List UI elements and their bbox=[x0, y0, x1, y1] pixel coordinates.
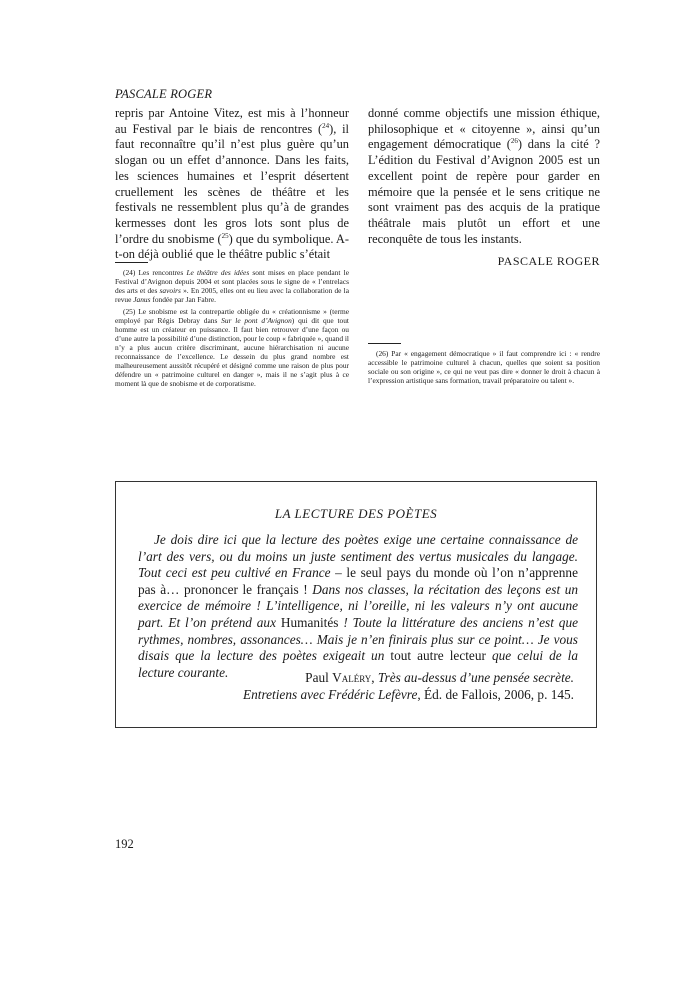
footnote-divider bbox=[115, 262, 148, 263]
sidebar-quote-box bbox=[115, 481, 597, 728]
page-number: 192 bbox=[115, 837, 134, 851]
running-head: PASCALE ROGER bbox=[115, 87, 213, 101]
quote-text: Je dois dire ici que la lecture des poètes exige une certaine connaissance de l’art des vers, ou du moins un juste sentiment des vertus musicales du langage. Tout ceci est peu cultivé en France – le seul pays du monde où l’on n’apprenne pas à… prononcer le français ! Dans nos classes, la récitation des leçons est un exercice de mémoire ! L’intelligence, ni l’oreille, ni les valeurs n’y ont aucune part. Et l’on prétend aux Humanités ! Toute la littérature des anciens n’est que rythmes, nombres, assonances… Mais je n’en finirais plus sur ce point… Je vous disais que la lecture des poètes exigeait un tout autre lecteur que celui de la lecture courante. bbox=[138, 532, 579, 680]
left-column bbox=[115, 106, 349, 263]
footnote-24: (24) Les rencontres Le théâtre des idées sont mises en place pendant le Festival d’Avignon depuis 2004 et sont placées sous le signe de « l’entrelacs des arts et des savoirs ». En 2005, elles ont eu lieu avec la collaboration de la revue Janus fondée par Jan Fabre. bbox=[115, 268, 349, 304]
box-title: LA LECTURE DES POÈTES bbox=[274, 506, 438, 521]
footnote-26: (26) Par « engagement démocratique » il faut comprendre ici : « rendre accessible le patrimoine culturel à chacun, quelles que soient sa position sociale ou son origine », ce qui ne veut pas dire « donner le droit à chacun à l’expression artistique sans formation, travail préparatoire ou talent ». bbox=[368, 349, 600, 385]
left-paragraph: repris par Antoine Vitez, est mis à l’honneur au Festival par le biais de rencontres ($^{24}$), il faut reconnaître qu’il n’est plus guère qu’un slogan ou un effet d’annonce. Dans les faits, les sciences humaines et l’esprit désertent cruellement les scènes de théâtre et les festivals ne ressemblent plus qu’à de grandes kermesses dont les gros lots sont plus de l’ordre du snobisme ($^{25}$) que du symbolique. A-t-on déjà oublié que le théâtre public s’était bbox=[115, 106, 349, 262]
footnote-ref-25[interactable]: 25 bbox=[221, 231, 229, 240]
footnote-25: (25) Le snobisme est la contrepartie obligée du « créationnisme » (terme employé par Régis Debray dans Sur le pont d’Avignon) qui dit que tout homme est un créateur en puissance. Il faut bien retrouver d’une façon ou d’une autre la possibilité d’une distinction, pour le coup « fabriquée », quand il n’y a plus aucun critère discriminant, aucune hiérarchisation ni aucune reconnaissance de l’excellence. Le dessein du plus grand nombre est malheureusement aussitôt récupéré et désigné comme une raison de plus pour défendre un « patrimoine culturel en danger », mais il ne s’agit plus à ce moment là que de snobisme et de corporatisme. bbox=[115, 307, 349, 388]
footnote-ref-26[interactable]: 26 bbox=[510, 137, 518, 146]
article-signature: PASCALE ROGER bbox=[497, 254, 600, 269]
footnote-ref-24[interactable]: 24 bbox=[322, 121, 330, 130]
right-column bbox=[368, 106, 600, 270]
footnotes-left bbox=[115, 268, 349, 391]
footnotes-right bbox=[368, 349, 600, 388]
footnote-divider bbox=[368, 343, 401, 344]
quote-attribution: Paul Valéry, Très au-dessus d’une pensée secrète. Entretiens avec Frédéric Lefèvre, Éd. de Fallois, 2006, p. 145. bbox=[243, 670, 574, 702]
right-paragraph: donné comme objectifs une mission éthique, philosophique et « citoyenne », ainsi qu’un engagement démocratique ($^{26}$) dans la cité ? L’édition du Festival d’Avignon 2005 est un excellent point de repère pour garder en mémoire que la pensée et le sens critique ne sont vraiment pas des acquis de la pratique théâtrale mais plutôt un effort et une reconquête de tous les instants. bbox=[368, 106, 600, 246]
